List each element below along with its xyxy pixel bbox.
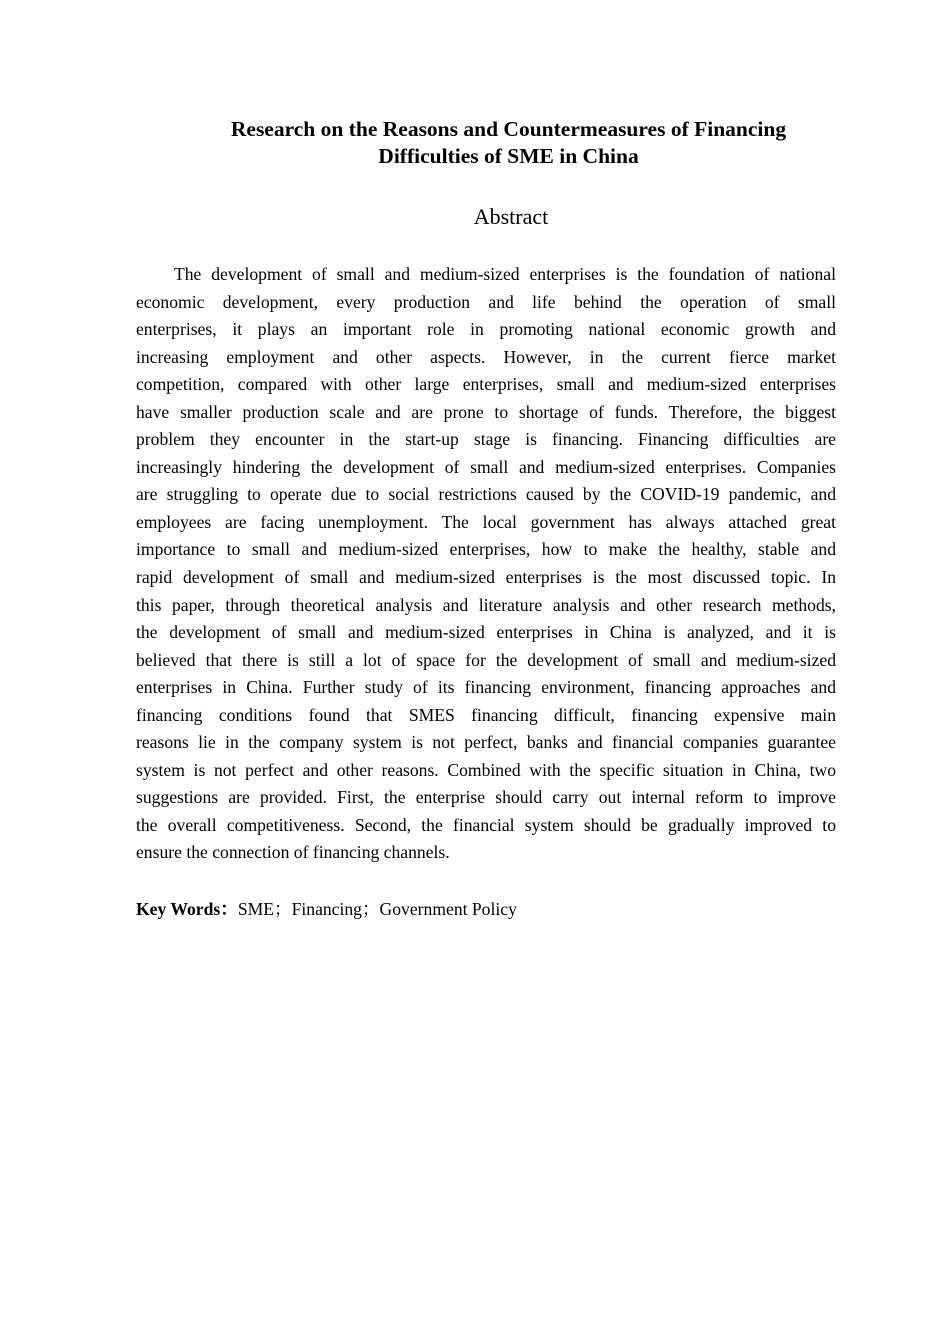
abstract-line: the overall competitiveness. Second, the financial system should be gradually improved to — [136, 814, 836, 835]
keywords — [136, 896, 517, 923]
abstract-line: The development of small and medium-sized enterprises is the foundation of national — [174, 264, 836, 284]
abstract-line: economic development, every production and life behind the operation of small — [136, 291, 836, 312]
abstract-line: have smaller production scale and are prone to shortage of funds. Therefore, the biggest — [136, 401, 836, 422]
keywords-label: Key Words： — [136, 899, 238, 919]
paper-title — [136, 116, 881, 170]
abstract-line: competition, compared with other large enterprises, small and medium-sized enterprises — [136, 374, 836, 395]
abstract-line: are struggling to operate due to social restrictions caused by the COVID-19 pandemic, and — [136, 484, 836, 505]
abstract-line: enterprises, it plays an important role in promoting national economic growth and — [136, 319, 836, 340]
abstract-line: believed that there is still a lot of space for the development of small and medium-sized — [136, 649, 836, 670]
abstract-line: rapid development of small and medium-sized enterprises is the most discussed topic. In — [136, 567, 836, 588]
abstract-line: importance to small and medium-sized enterprises, how to make the healthy, stable and — [136, 539, 836, 560]
abstract-line: ensure the connection of financing channels. — [136, 842, 450, 863]
abstract-body — [136, 261, 836, 867]
abstract-line: problem they encounter in the start-up stage is financing. Financing difficulties are — [136, 429, 836, 450]
abstract-heading: Abstract — [473, 204, 549, 229]
abstract-line: increasing employment and other aspects. However, in the current fierce market — [136, 346, 836, 367]
title-line-1: Research on the Reasons and Countermeasures of Financing — [230, 117, 787, 141]
title-line-2: Difficulties of SME in China — [378, 144, 639, 168]
abstract-line: employees are facing unemployment. The local government has always attached great — [136, 511, 836, 532]
abstract-line: suggestions are provided. First, the enterprise should carry out internal reform to improve — [136, 787, 836, 808]
keywords-value: SME；Financing；Government Policy — [237, 899, 517, 919]
abstract-line: system is not perfect and other reasons. Combined with the specific situation in China, two — [136, 759, 836, 780]
abstract-line: increasingly hindering the development of small and medium-sized enterprises. Companies — [136, 456, 836, 477]
abstract-line: financing conditions found that SMES financing difficult, financing expensive main — [136, 704, 836, 725]
abstract-line: reasons lie in the company system is not perfect, banks and financial companies guarantee — [136, 732, 836, 753]
abstract-line: the development of small and medium-sized enterprises in China is analyzed, and it is — [136, 622, 836, 643]
abstract-line: enterprises in China. Further study of its financing environment, financing approaches and — [136, 677, 836, 698]
abstract-line: this paper, through theoretical analysis and literature analysis and other research methods, — [136, 594, 836, 615]
